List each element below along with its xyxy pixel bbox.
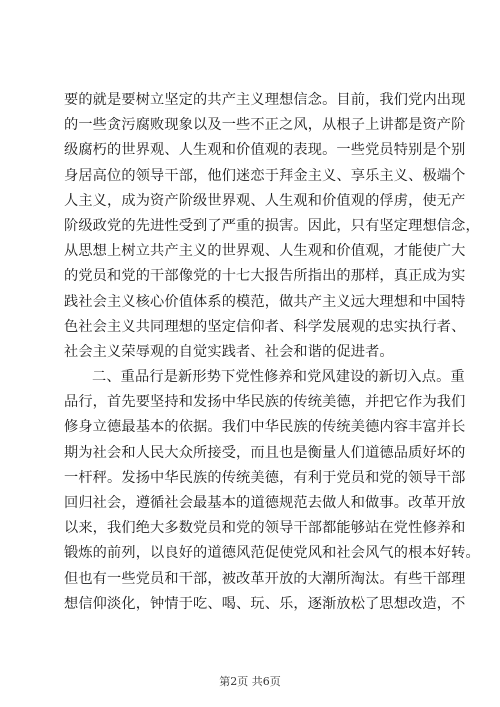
text-line: 修身立德最基本的依据。我们中华民族的传统美德内容丰富并长 [64, 419, 466, 436]
text-line: 社会主义荣辱观的自觉实践者、社会和谐的促进者。 [64, 343, 394, 360]
text-line: 身居高位的领导干部，他们迷恋于拜金主义、享乐主义、极端个 [64, 167, 466, 184]
text-line: 阶级政党的先进性受到了严重的损害。因此，只有坚定理想信念， [64, 217, 480, 234]
text-line: 色社会主义共同理想的坚定信仰者、科学发展观的忠实执行者、 [64, 318, 466, 335]
text-line: 人主义，成为资产阶级世界观、人生观和价值观的俘虏，使无产 [64, 192, 466, 209]
text-line: 要的就是要树立坚定的共产主义理想信念。目前，我们党内出现 [64, 92, 466, 108]
paragraph-start-line: 二、重品行是新形势下党性修养和党风建设的新切入点。重 [92, 369, 465, 386]
text-line: 以来，我们绝大多数党员和党的领导干部都能够站在党性修养和 [64, 520, 466, 537]
body-text [64, 88, 480, 617]
text-line: 从思想上树立共产主义的世界观、人生观和价值观，才能使广大 [64, 243, 466, 260]
text-line: 锻炼的前列，以良好的道德风范促使党风和社会风气的根本好转。 [64, 545, 480, 562]
text-line: 的一些贪污腐败现象以及一些不正之风，从根子上讲都是资产阶 [64, 117, 466, 134]
text-line: 践社会主义核心价值体系的模范，做共产主义远大理想和中国特 [64, 293, 466, 310]
text-line: 期为社会和人民大众所接受，而且也是衡量人们道德品质好坏的 [64, 444, 466, 461]
text-line: 但也有一些党员和干部，被改革开放的大潮所淘汰。有些干部理 [64, 570, 466, 587]
text-line: 级腐朽的世界观、人生观和价值观的表现。一些党员特别是个别 [64, 142, 466, 159]
text-line: 一杆秤。发扬中华民族的传统美德，有利于党员和党的领导干部 [64, 469, 466, 486]
text-line: 想信仰淡化，钟情于吃、喝、玩、乐，逐渐放松了思想改造，不 [64, 595, 466, 612]
text-line: 回归社会，遵循社会最基本的道德规范去做人和做事。改革开放 [64, 495, 466, 511]
page-number-footer: 第2页 共6页 [219, 675, 281, 688]
text-line: 品行，首先要坚持和发扬中华民族的传统美德，并把它作为我们 [64, 394, 466, 411]
text-line: 的党员和党的干部像党的十七大报告所指出的那样，真正成为实 [64, 268, 466, 285]
